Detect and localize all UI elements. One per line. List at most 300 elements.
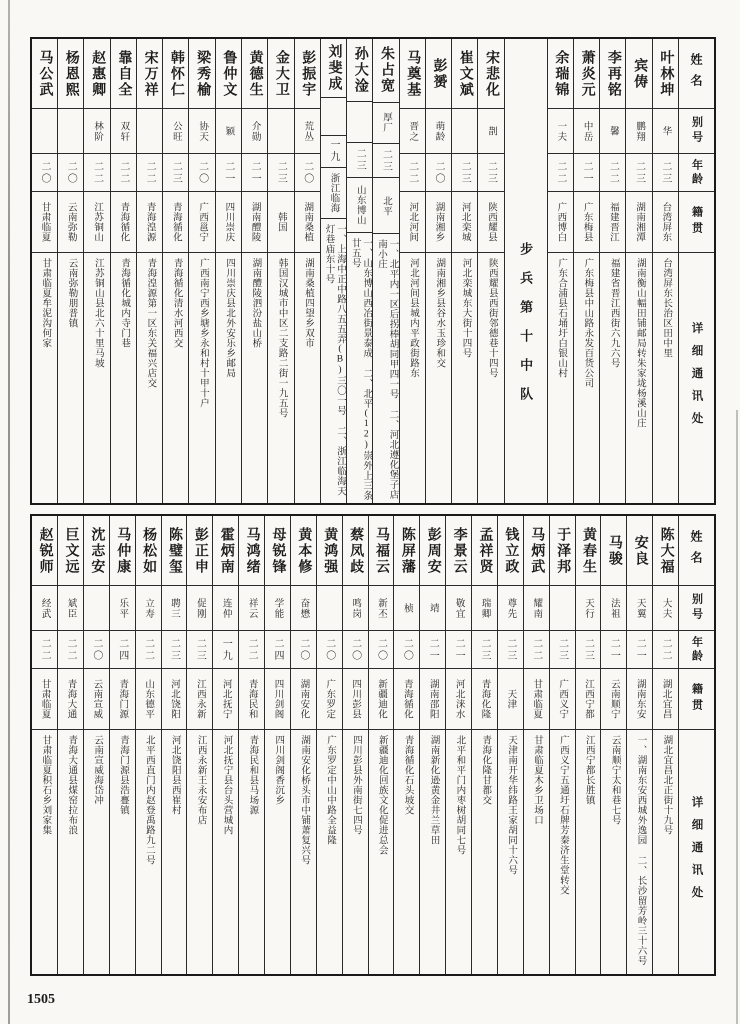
- entry-origin: 湖北宜昌: [653, 669, 678, 730]
- entry-origin: 浙江临海: [321, 168, 346, 219]
- entry-alias: 经武: [32, 586, 57, 631]
- entry-column: [548, 39, 574, 503]
- entry-name: 彭正申: [187, 516, 212, 586]
- entry-name: 陈大福: [653, 516, 678, 586]
- entry-address: 广东梅县中山路永发百货公司: [582, 258, 593, 388]
- entry-column: [111, 39, 137, 503]
- entry-address: 云南弥勒朋普镇: [66, 258, 77, 328]
- entry-origin: 四川彭县: [343, 669, 368, 730]
- entry-name: 马鸿绪: [239, 516, 264, 586]
- entry-origin: 云南宣威: [84, 669, 109, 730]
- entry-alias: 天行: [576, 586, 601, 631]
- entry-name: 余瑞锦: [548, 39, 573, 109]
- entry-alias: 介勋: [242, 109, 267, 154]
- entry-alias: 林阶: [84, 109, 109, 154]
- entry-column: [110, 516, 136, 974]
- entry-age: 二一: [601, 631, 626, 669]
- entry-address: 甘肃临夏木乡卫场口: [531, 735, 542, 825]
- entry-name: 霍炳南: [213, 516, 238, 586]
- entry-name: 崔文斌: [452, 39, 477, 109]
- entry-name: 陈璧玺: [162, 516, 187, 586]
- entry-age: 二二: [84, 154, 109, 192]
- entry-origin: 四川崇庆: [216, 192, 241, 253]
- entry-column: [524, 516, 550, 974]
- entry-address: 一、山东博山西冶街景泰成 二、北平(12)崇外上三条廿五号: [349, 238, 372, 501]
- entry-name: 赵锐师: [32, 516, 57, 586]
- entry-age: 二二: [32, 631, 57, 669]
- entry-age: 二三: [347, 143, 372, 178]
- entry-alias: 尊先: [498, 586, 523, 631]
- entry-address: 湖南衡山幅田铺邮局转朱家垅杨溪山庄: [634, 258, 645, 428]
- entry-alias: 华: [653, 109, 678, 154]
- entry-origin: 湖南桑植: [295, 192, 320, 253]
- entry-address: 广西南宁西乡塘乡永和村十甲十户: [197, 258, 208, 408]
- entry-column: [239, 516, 265, 974]
- entry-origin: 河北栾城: [452, 192, 477, 253]
- entry-age: 二二: [524, 631, 549, 669]
- entry-origin: 山东德平: [136, 669, 161, 730]
- entry-name: 刘斐成: [321, 39, 346, 98]
- entry-alias: 天翼: [627, 586, 652, 631]
- entry-column: [32, 516, 58, 974]
- header-name: 姓名: [679, 39, 714, 109]
- entry-age: 二〇: [84, 631, 109, 669]
- entry-address: 湖南醴陵泗汾盐山桥: [250, 258, 261, 348]
- entry-origin: 青海民和: [239, 669, 264, 730]
- entry-name: 鲁仲文: [216, 39, 241, 109]
- entry-name: 李景云: [446, 516, 471, 586]
- entry-name: 马骏: [601, 516, 626, 586]
- entry-column: [163, 39, 189, 503]
- entry-address: 四川崇庆县北外安乐乡邮局: [224, 258, 235, 378]
- entry-origin: 江苏铜山: [84, 192, 109, 253]
- entry-name: 马福云: [369, 516, 394, 586]
- entry-age: 二三: [373, 144, 398, 179]
- entry-column: [187, 516, 213, 974]
- entry-address: 台湾屏东长治区田中里: [661, 258, 672, 358]
- entry-alias: 敬宜: [446, 586, 471, 631]
- entry-column: [291, 516, 317, 974]
- entry-column: [601, 516, 627, 974]
- entry-alias: 厚厂: [373, 103, 398, 144]
- entry-age: 二三: [163, 154, 188, 192]
- unit-divider-label: 步兵第十中队: [518, 241, 534, 416]
- entry-age: 二四: [110, 631, 135, 669]
- entry-alias: [84, 586, 109, 631]
- entry-name: 朱占宽: [373, 39, 398, 103]
- entry-origin: 湖南湘乡: [426, 192, 451, 253]
- entry-age: 二二: [400, 154, 425, 192]
- entry-origin: 云南顺宁: [601, 669, 626, 730]
- entry-name: 钱立政: [498, 516, 523, 586]
- entry-origin: 湖南东安: [627, 669, 652, 730]
- entry-age: 二〇: [426, 154, 451, 192]
- entry-alias: 乐平: [110, 586, 135, 631]
- entry-age: 二三: [187, 631, 212, 669]
- entry-column: [58, 516, 84, 974]
- entry-name: 梁秀榆: [189, 39, 214, 109]
- entry-column: [626, 39, 652, 503]
- entry-name: 靠自全: [111, 39, 136, 109]
- entry-name: 沈志安: [84, 516, 109, 586]
- header-address: 详细通讯处: [690, 321, 703, 435]
- entry-address: 天津南开华纬路王家胡同十六号: [506, 735, 517, 875]
- entry-name: 杨恩熙: [58, 39, 83, 109]
- entry-column: [420, 516, 446, 974]
- entry-column: [452, 39, 478, 503]
- entry-alias: [32, 109, 57, 154]
- page-number: 1505: [27, 992, 55, 1007]
- entry-address: 一、上海中正中路八五五弄(B)三〇一号 二、浙江临海天灯巷庙东十号: [323, 224, 345, 497]
- entry-alias: 中岳: [574, 109, 599, 154]
- entry-alias: 大夫: [653, 586, 678, 631]
- entry-origin: 新疆迪化: [369, 669, 394, 730]
- roster-table-top: [30, 37, 716, 505]
- entry-name: 黄本修: [291, 516, 316, 586]
- entry-age: 一九: [213, 631, 238, 669]
- entry-address: 青海循化清水河西交: [171, 258, 182, 348]
- entry-column: [321, 39, 347, 503]
- entry-name: 彭赟: [426, 39, 451, 109]
- entry-age: 二〇: [189, 154, 214, 192]
- entry-column: [550, 516, 576, 974]
- entry-origin: 广东梅县: [574, 192, 599, 253]
- entry-origin: 江西永新: [187, 669, 212, 730]
- entry-age: 二四: [265, 631, 290, 669]
- entry-column: [84, 516, 110, 974]
- entry-age: 二二: [548, 154, 573, 192]
- entry-age: 二二: [239, 631, 264, 669]
- entry-address: 广西义宁五通圩石牌芳秦济生堂转交: [557, 735, 568, 895]
- entry-address: 湖南湘乡县谷水玉珍和交: [434, 258, 445, 368]
- entry-origin: 福建晋江: [600, 192, 625, 253]
- entry-alias: 耀南: [524, 586, 549, 631]
- entry-address: 青海化隆甘都交: [480, 735, 491, 805]
- entry-address: 一、湖南东安西城外逸园 二、长沙留芳岭三十六号: [635, 735, 646, 966]
- entry-column: [472, 516, 498, 974]
- entry-age: 二一: [216, 154, 241, 192]
- entry-alias: 桢: [394, 586, 419, 631]
- entry-address: 青海门源县浩亹镇: [117, 735, 128, 815]
- entry-name: 黄德生: [242, 39, 267, 109]
- scan-artifact-left-line: [8, 0, 10, 1024]
- entry-age: 二〇: [343, 631, 368, 669]
- entry-alias: 公旺: [163, 109, 188, 154]
- entry-origin: 韩国: [268, 192, 293, 253]
- entry-name: 孟祥贤: [472, 516, 497, 586]
- entry-age: 二〇: [317, 631, 342, 669]
- entry-name: 韩怀仁: [163, 39, 188, 109]
- entry-alias: 新丕: [369, 586, 394, 631]
- entry-age: 二〇: [295, 154, 320, 192]
- entry-column: [137, 39, 163, 503]
- entry-origin: 青海湟源: [137, 192, 162, 253]
- entry-origin: 四川剑阁: [265, 669, 290, 730]
- entry-alias: 学能: [265, 586, 290, 631]
- entry-column: [653, 516, 679, 974]
- entry-name: 马仲康: [110, 516, 135, 586]
- entry-column: [343, 516, 369, 974]
- entry-address: 北平西直门内赵登禹路九二号: [143, 735, 154, 865]
- entry-origin: 天津: [498, 669, 523, 730]
- roster-table-bottom: [30, 514, 716, 976]
- entry-alias: 斌臣: [58, 586, 83, 631]
- entry-alias: [317, 586, 342, 631]
- entry-address: 新疆迪化回族文化促进总会: [376, 735, 387, 855]
- entry-age: 二二: [136, 631, 161, 669]
- entry-age: 二三: [268, 154, 293, 192]
- entry-age: 二〇: [394, 631, 419, 669]
- entry-name: 彭振宇: [295, 39, 320, 109]
- entry-age: 二三: [162, 631, 187, 669]
- entry-column: [58, 39, 84, 503]
- entry-alias: 聘三: [162, 586, 187, 631]
- entry-alias: 祥云: [239, 586, 264, 631]
- entry-alias: [347, 102, 372, 143]
- entry-origin: 河北河间: [400, 192, 425, 253]
- entry-column: [627, 516, 653, 974]
- entry-age: 二三: [478, 154, 503, 192]
- entry-address: 湖南桑植四望乡双市: [302, 258, 313, 348]
- entry-column: [295, 39, 321, 503]
- entry-alias: [137, 109, 162, 154]
- entry-name: 彭周安: [420, 516, 445, 586]
- entry-origin: 湖南湘潭: [626, 192, 651, 253]
- entry-name: 叶林坤: [653, 39, 678, 109]
- entry-address: 江西宁都长胜镇: [583, 735, 594, 805]
- entry-age: 二三: [498, 631, 523, 669]
- entry-column: [84, 39, 110, 503]
- entry-age: 二〇: [369, 631, 394, 669]
- entry-address: 四川剑阁香沉乡: [273, 735, 284, 805]
- entry-age: 二二: [600, 154, 625, 192]
- entry-name: 马炳武: [524, 516, 549, 586]
- entry-column: [162, 516, 188, 974]
- entry-origin: 河北抚宁: [213, 669, 238, 730]
- entry-age: 二三: [576, 631, 601, 669]
- entry-address: 一、北平内一区后拐棒胡同甲四一号 二、河北遵化堡子店南小庄: [375, 238, 398, 500]
- entry-column: [426, 39, 452, 503]
- entry-name: 宋万祥: [137, 39, 162, 109]
- entry-alias: 馨: [600, 109, 625, 154]
- entry-origin: 陕西耀县: [478, 192, 503, 253]
- entry-address: 云南宣威海岱冲: [92, 735, 103, 805]
- entry-alias: [321, 98, 346, 136]
- header-age: 年龄: [679, 631, 714, 669]
- entry-origin: 台湾屏东: [653, 192, 678, 253]
- entry-origin: 湖南安化: [291, 669, 316, 730]
- entry-column: [369, 516, 395, 974]
- entry-alias: 一夫: [548, 109, 573, 154]
- entry-age: 二〇: [291, 631, 316, 669]
- entry-age: 二二: [111, 154, 136, 192]
- entry-alias: [58, 109, 83, 154]
- entry-column: [653, 39, 679, 503]
- entry-column: [268, 39, 294, 503]
- entry-address: 江西永新王永安布店: [195, 735, 206, 825]
- entry-column: [32, 39, 58, 503]
- entry-name: 萧炎元: [574, 39, 599, 109]
- entry-name: 黄春生: [576, 516, 601, 586]
- entry-address: 江苏铜山县北六十里马坡: [92, 258, 103, 368]
- entry-name: 于泽邦: [550, 516, 575, 586]
- entry-alias: [452, 109, 477, 154]
- entry-column: [189, 39, 215, 503]
- entry-age: 二三: [626, 154, 651, 192]
- header-column: [679, 516, 714, 974]
- entry-name: 赵惠卿: [84, 39, 109, 109]
- header-name: 姓名: [679, 516, 714, 586]
- entry-name: 黄鸿强: [317, 516, 342, 586]
- entry-name: 陈屏藩: [394, 516, 419, 586]
- entry-origin: 湖南醴陵: [242, 192, 267, 253]
- entry-alias: 晋之: [400, 109, 425, 154]
- entry-alias: 连仲: [213, 586, 238, 631]
- entry-name: 巨文远: [58, 516, 83, 586]
- entry-address: 河北抚宁县台头营城内: [221, 735, 232, 835]
- entry-origin: 甘肃临夏: [32, 669, 57, 730]
- entry-origin: 北平: [373, 178, 398, 234]
- header-origin: 籍贯: [679, 669, 714, 730]
- entry-age: 二三: [653, 154, 678, 192]
- header-alias: 别号: [679, 586, 714, 631]
- entry-origin: 青海大通: [58, 669, 83, 730]
- entry-origin: 甘肃临夏: [32, 192, 57, 253]
- entry-alias: 剒: [478, 109, 503, 154]
- entry-origin: 河北饶阳: [162, 669, 187, 730]
- entry-age: 二二: [137, 154, 162, 192]
- entry-column: [574, 39, 600, 503]
- entry-origin: 青海化隆: [472, 669, 497, 730]
- entry-age: 二二: [653, 631, 678, 669]
- entry-column: [347, 39, 373, 503]
- entry-address: 青海循化城内寺门巷: [119, 258, 130, 348]
- entry-address: 青海大通县煤窑拉布浪: [66, 735, 77, 835]
- entry-alias: 协天: [189, 109, 214, 154]
- entry-address: 青海民和县马场源: [247, 735, 258, 815]
- entry-alias: 双轩: [111, 109, 136, 154]
- entry-origin: 云南弥勒: [58, 192, 83, 253]
- entry-alias: 鹏翔: [626, 109, 651, 154]
- entry-age: 二一: [420, 631, 445, 669]
- entry-column: [213, 516, 239, 974]
- entry-origin: 甘肃临夏: [524, 669, 549, 730]
- entry-column: [498, 516, 524, 974]
- entry-alias: [550, 586, 575, 631]
- entry-age: 二二: [58, 631, 83, 669]
- entry-column: [216, 39, 242, 503]
- entry-origin: 江西宁都: [576, 669, 601, 730]
- entry-origin: 湖南邵阳: [420, 669, 445, 730]
- entry-name: 蔡凤歧: [343, 516, 368, 586]
- header-alias: 别号: [679, 109, 714, 154]
- entry-address: 广东罗定中山中路全益隆: [324, 735, 335, 845]
- entry-origin: 广东罗定: [317, 669, 342, 730]
- entry-column: [400, 39, 426, 503]
- entry-name: 金大卫: [268, 39, 293, 109]
- entry-address: 广东合浦县石埇圩白银山村: [556, 258, 567, 378]
- entry-address: 甘肃临夏积石乡刘家集: [40, 735, 51, 835]
- entry-address: 河北栾城东大街十四号: [460, 258, 471, 358]
- entry-origin: 青海循化: [394, 669, 419, 730]
- entry-origin: 青海门源: [110, 669, 135, 730]
- entry-alias: 萌龄: [426, 109, 451, 154]
- entry-address: 云南顺宁太和巷七号: [609, 735, 620, 825]
- entry-alias: 靖: [420, 586, 445, 631]
- entry-name: 马奠基: [400, 39, 425, 109]
- entry-address: 湖南新化逊黄金井兰草田: [428, 735, 439, 845]
- entry-origin: 青海循化: [163, 192, 188, 253]
- entry-address: 河北饶阳县西崔村: [169, 735, 180, 815]
- entry-name: 安良: [627, 516, 652, 586]
- entry-address: 四川彭县外南街七四号: [350, 735, 361, 835]
- entry-column: [136, 516, 162, 974]
- entry-age: 二三: [452, 154, 477, 192]
- entry-name: 孙大淦: [347, 39, 372, 102]
- entry-column: [446, 516, 472, 974]
- entry-alias: [268, 109, 293, 154]
- header-origin: 籍贯: [679, 192, 714, 253]
- entry-origin: 广西义宁: [550, 669, 575, 730]
- entry-address: 福建省晋江西街六九六号: [608, 258, 619, 368]
- entry-alias: 荒丛: [295, 109, 320, 154]
- entry-age: 二〇: [58, 154, 83, 192]
- entry-age: 二〇: [32, 154, 57, 192]
- entry-address: 陕西耀县西街邻德巷十四号: [486, 258, 497, 378]
- entry-address: 湖南安化桥头市中铺萧复兴号: [299, 735, 310, 865]
- entry-address: 河北河间县城内平政街路东: [408, 258, 418, 378]
- entry-address: 北平和平门内枣树胡同七号: [454, 735, 465, 855]
- entry-column: [478, 39, 504, 503]
- entry-origin: 广西博白: [548, 192, 573, 253]
- entry-column: [576, 516, 602, 974]
- header-age: 年龄: [679, 154, 714, 192]
- entry-column: [600, 39, 626, 503]
- entry-name: 杨松如: [136, 516, 161, 586]
- entry-column: [317, 516, 343, 974]
- entry-column: [242, 39, 268, 503]
- entry-age: 二一: [627, 631, 652, 669]
- entry-name: 母锐锋: [265, 516, 290, 586]
- entry-alias: 颖: [216, 109, 241, 154]
- entry-alias: 立寿: [136, 586, 161, 631]
- entry-age: 一九: [321, 136, 346, 168]
- header-column: [679, 39, 714, 503]
- entry-origin: 河北涞水: [446, 669, 471, 730]
- entry-alias: 奋懋: [291, 586, 316, 631]
- entry-name: 李再铭: [600, 39, 625, 109]
- entry-column: [394, 516, 420, 974]
- entry-origin: 山东博山: [347, 178, 372, 233]
- entry-age: 二一: [242, 154, 267, 192]
- entry-address: 湖北宜昌北正街十九号: [661, 735, 672, 835]
- entry-origin: 广西邕宁: [189, 192, 214, 253]
- entry-address: 韩国汉城市中区二支路二街一九五号: [276, 258, 287, 418]
- scan-artifact-right-line: [736, 410, 738, 1024]
- entry-address: 青海循化石头坡交: [402, 735, 413, 815]
- entry-name: 宋悲化: [478, 39, 503, 109]
- entry-address: 甘肃临夏牟泥沟何家: [40, 258, 51, 348]
- entry-alias: 促刚: [187, 586, 212, 631]
- entry-column: [265, 516, 291, 974]
- entry-origin: 青海循化: [111, 192, 136, 253]
- entry-age: 二一: [574, 154, 599, 192]
- unit-section-divider: [505, 39, 548, 503]
- entry-age: 二三: [472, 631, 497, 669]
- entry-address: 青海湟源第一区东关福兴店交: [145, 258, 156, 388]
- header-address: 详细通讯处: [690, 795, 703, 909]
- entry-age: 二一: [446, 631, 471, 669]
